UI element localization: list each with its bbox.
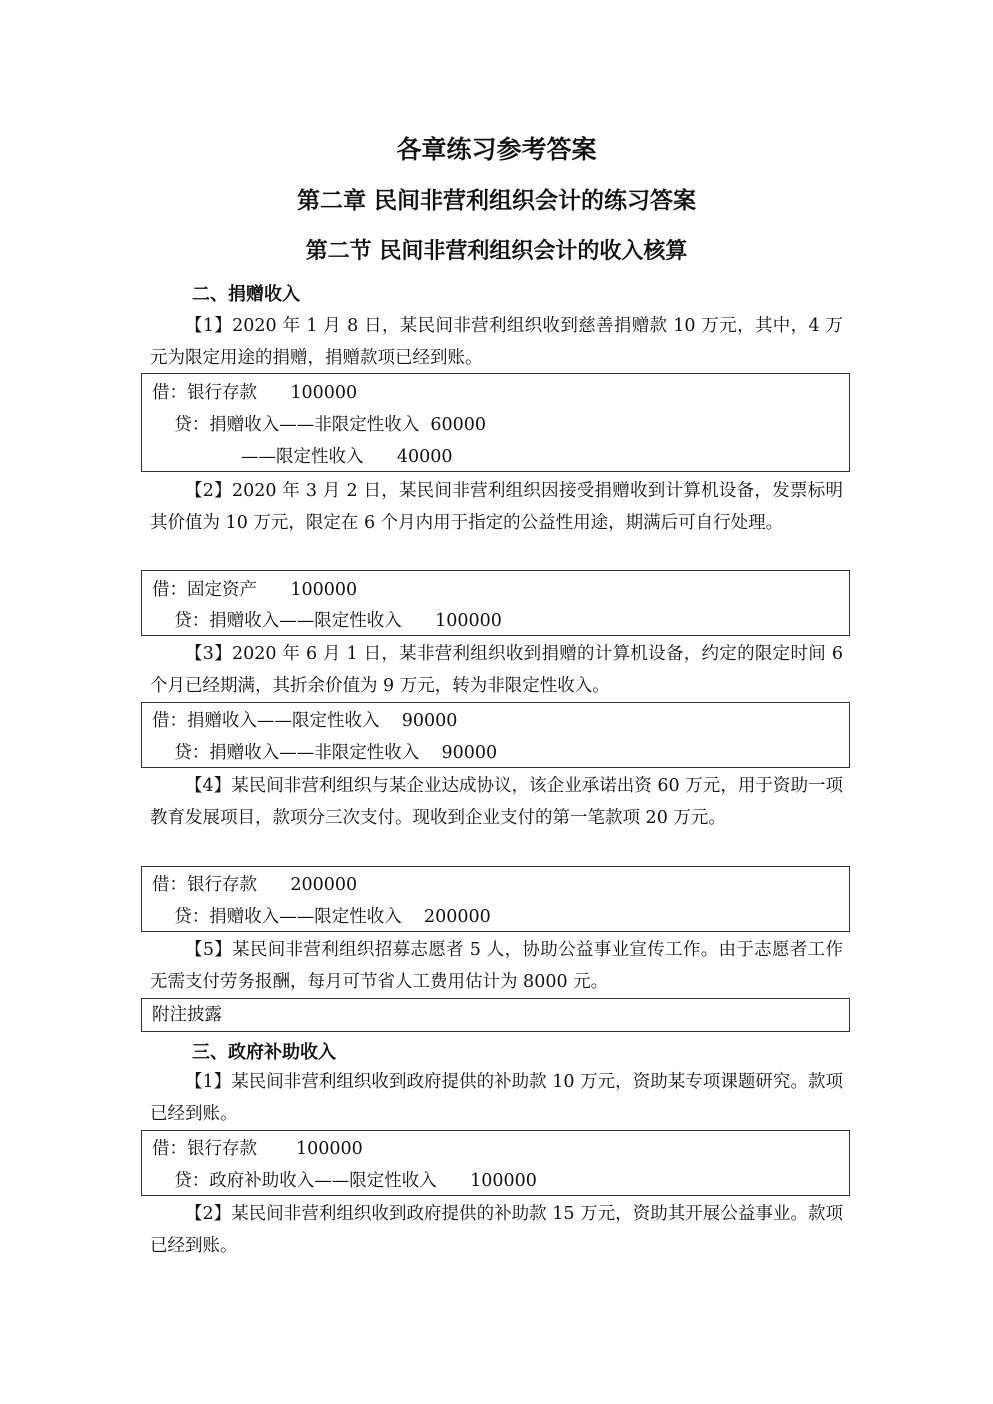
question-3: 【3】2020 年 6 月 1 日，某非营利组织收到捐赠的计算机设备，约定的限定时间 6 个月已经期满，其折余价值为 9 万元，转为非限定性收入。 — [150, 644, 843, 696]
question-5: 【5】某民间非营利组织招募志愿者 5 人，协助公益事业宣传工作。由于志愿者工作无需支付劳务报酬，每月可节省人工费用估计为 8000 元。 — [150, 940, 843, 992]
entry-line: 借：银行存款 100000 — [152, 1139, 363, 1159]
entry-line: 贷：政府补助收入——限定性收入 100000 — [152, 1171, 537, 1191]
question-1: 【1】2020 年 1 月 8 日，某民间非营利组织收到慈善捐赠款 10 万元，其中，4 万元为限定用途的捐赠，捐赠款项已经到账。 — [150, 316, 843, 368]
entry-line: 借：捐赠收入——限定性收入 90000 — [152, 711, 458, 731]
entry-line: 借：银行存款 100000 — [152, 383, 358, 403]
entry-line: 借：银行存款 200000 — [152, 875, 358, 895]
question-4: 【4】某民间非营利组织与某企业达成协议，该企业承诺出资 60 万元，用于资助一项教育发展项目，款项分三次支付。现收到企业支付的第一笔款项 20 万元。 — [150, 776, 843, 828]
journal-entry-3 — [141, 702, 850, 768]
question-gov-2: 【2】某民间非营利组织收到政府提供的补助款 15 万元，资助其开展公益事业。款项已经到账。 — [150, 1204, 843, 1256]
heading-donation-income: 二、捐赠收入 — [192, 284, 300, 305]
entry-line: 贷：捐赠收入——限定性收入 100000 — [152, 611, 502, 631]
journal-entry-2 — [141, 570, 850, 636]
journal-entry-gov-1 — [141, 1130, 850, 1196]
entry-line: 附注披露 — [152, 1005, 222, 1025]
entry-line: ——限定性收入 40000 — [152, 447, 453, 467]
entry-line: 贷：捐赠收入——限定性收入 200000 — [152, 907, 491, 927]
heading-government-subsidy: 三、政府补助收入 — [192, 1042, 336, 1063]
journal-entry-4 — [141, 866, 850, 932]
entry-line: 贷：捐赠收入——非限定性收入 90000 — [152, 743, 498, 763]
question-gov-1: 【1】某民间非营利组织收到政府提供的补助款 10 万元，资助某专项课题研究。款项已经到账。 — [150, 1072, 843, 1124]
main-title: 各章练习参考答案 — [396, 135, 597, 164]
chapter-title: 第二章 民间非营利组织会计的练习答案 — [296, 188, 696, 214]
journal-entry-5 — [141, 998, 850, 1032]
entry-line: 贷：捐赠收入——非限定性收入 60000 — [152, 415, 487, 435]
question-2: 【2】2020 年 3 月 2 日，某民间非营利组织因接受捐赠收到计算机设备，发票标明其价值为 10 万元，限定在 6 个月内用于指定的公益性用途，期满后可自行处理。 — [150, 481, 843, 533]
journal-entry-1 — [141, 373, 850, 472]
entry-line: 借：固定资产 100000 — [152, 580, 358, 600]
section-title: 第二节 民间非营利组织会计的收入核算 — [305, 239, 688, 264]
